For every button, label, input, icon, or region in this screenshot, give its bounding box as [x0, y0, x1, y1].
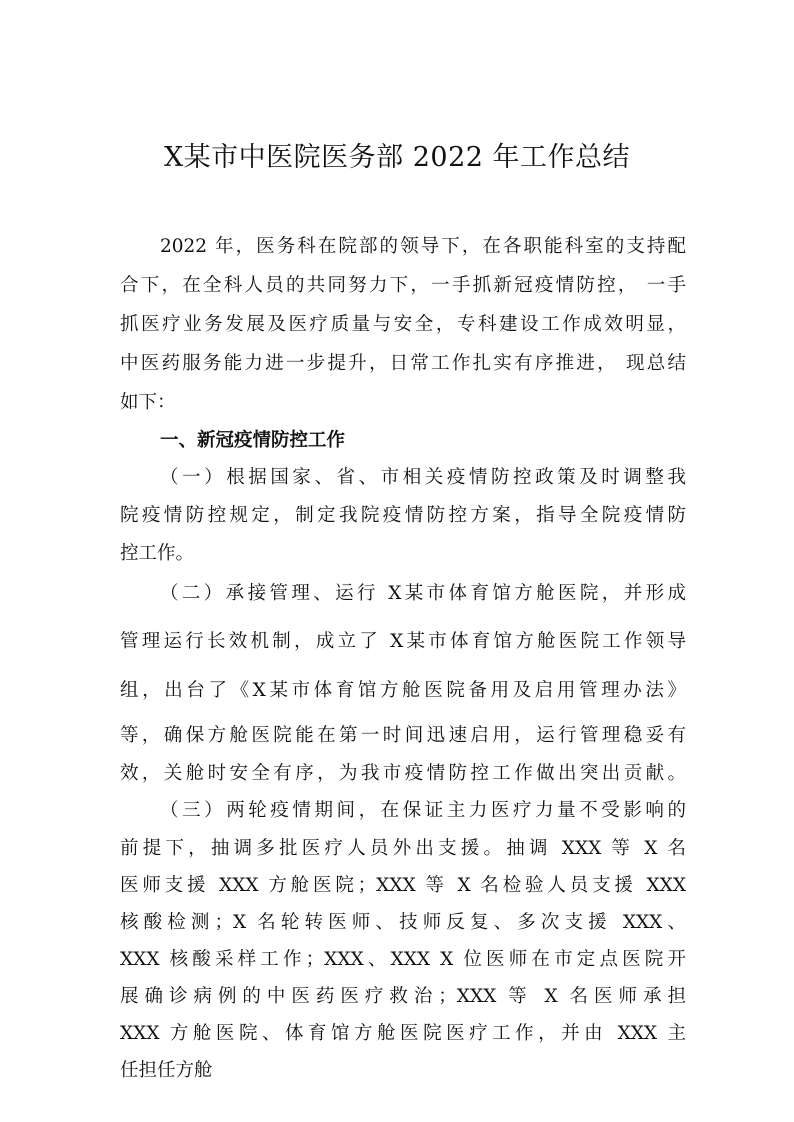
paragraph-line: 控工作。 [120, 543, 195, 564]
paragraph-line: 核酸检测；X 名轮转医师、技师反复、多次支援 XXX、 [120, 912, 686, 933]
paragraph-line: 效，关舱时安全有序，为我市疫情防控工作做出突出贡献。 [120, 763, 686, 784]
paragraph-line: （一）根据国家、省、市相关疫情防控政策及时调整我 [160, 467, 686, 488]
paragraph-line: （二）承接管理、运行 X某市体育馆方舱医院，并形成 [160, 583, 686, 604]
paragraph-line: 管理运行长效机制，成立了 X某市体育馆方舱医院工作领导 [120, 631, 686, 652]
paragraph-line: 医师支援 XXX 方舱医院；XXX 等 X 名检验人员支援 XXX [120, 875, 686, 896]
paragraph-line: XXX 核酸采样工作；XXX、XXX X 位医师在市定点医院开 [120, 949, 686, 970]
paragraph-line: 组，出台了《X某市体育馆方舱医院备用及启用管理办法》 [120, 680, 686, 701]
paragraph-line: 合下，在全科人员的共同努力下，一手抓新冠疫情防控， 一手 [120, 275, 686, 296]
document-title: X某市中医院医务部 2022 年工作总结 [163, 142, 631, 173]
paragraph-line: 如下： [120, 392, 176, 413]
paragraph-line: 任担任方舱 [120, 1060, 213, 1081]
paragraph-line: 中医药服务能力进一步提升，日常工作扎实有序推进， 现总结 [120, 353, 686, 374]
paragraph-line: 2022 年，医务科在院部的领导下，在各职能科室的支持配 [160, 236, 686, 257]
paragraph-line: 前提下，抽调多批医疗人员外出支援。抽调 XXX 等 X 名 [120, 838, 686, 859]
paragraph-line: 等，确保方舱医院能在第一时间迅速启用，运行管理稳妥有 [120, 725, 686, 746]
paragraph-line: 院疫情防控规定，制定我院疫情防控方案，指导全院疫情防 [120, 505, 686, 526]
section-heading: 一、新冠疫情防控工作 [160, 430, 346, 451]
paragraph-line: 展确诊病例的中医药医疗救治；XXX 等 X 名医师承担 [120, 986, 686, 1007]
paragraph-line: 抓医疗业务发展及医疗质量与安全，专科建设工作成效明显， [120, 314, 686, 335]
paragraph-line: XXX 方舱医院、体育馆方舱医院医疗工作，并由 XXX 主 [120, 1023, 686, 1044]
paragraph-line: （三）两轮疫情期间，在保证主力医疗力量不受影响的 [160, 800, 686, 821]
